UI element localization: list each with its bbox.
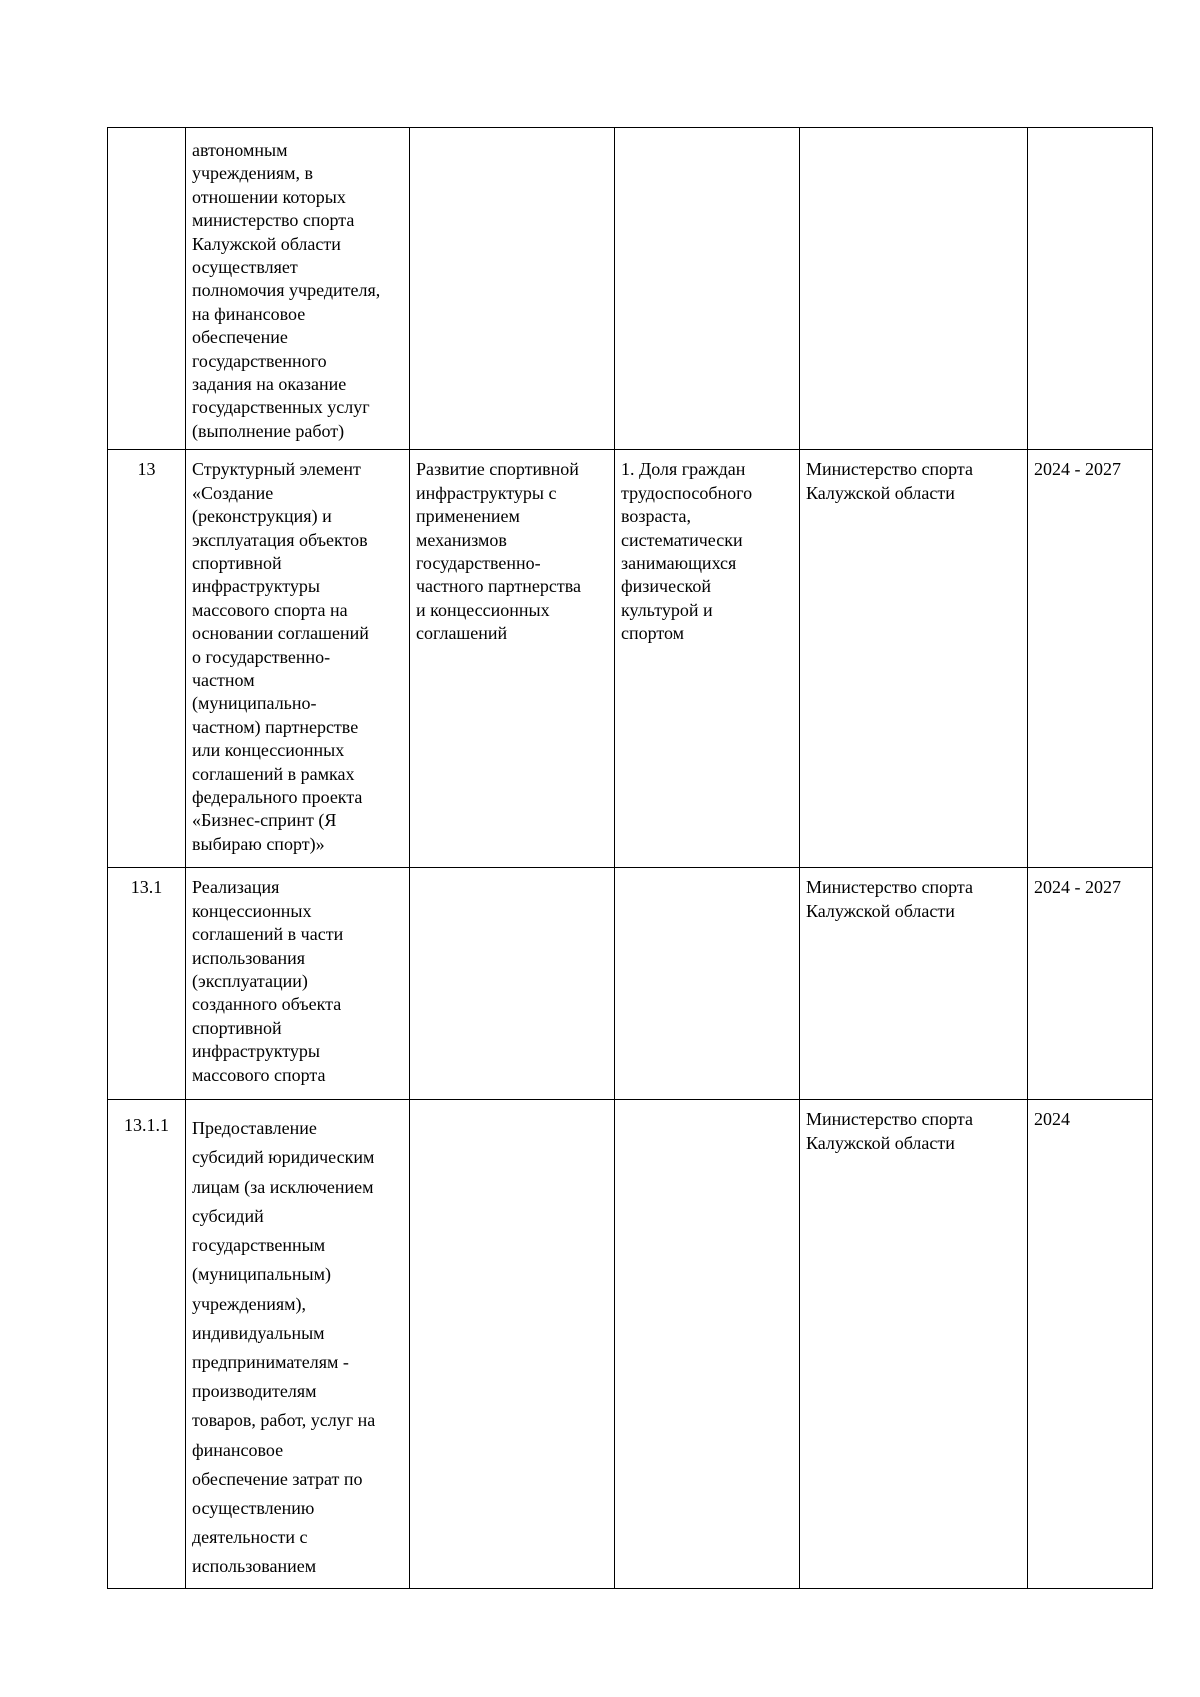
period-cell: 2024 - 2027 xyxy=(1028,450,1153,868)
executor-cell xyxy=(800,128,1028,450)
row-number-cell: 13.1.1 xyxy=(108,1100,186,1588)
period-cell: 2024 - 2027 xyxy=(1028,868,1153,1100)
row-number-cell: 13.1 xyxy=(108,868,186,1100)
measures-table xyxy=(107,127,1153,1589)
period-cell xyxy=(1028,128,1153,450)
indicator-cell xyxy=(615,128,800,450)
executor-cell: Министерство спорта Калужской области xyxy=(800,1100,1028,1588)
item-cell: Реализация концессионных соглашений в части использования (эксплуатации) созданного объекта спортивной инфраструктуры массового спорта xyxy=(186,868,410,1100)
row-number-cell xyxy=(108,128,186,450)
indicator-cell: 1. Доля граждан трудоспособного возраста, систематически занимающихся физической культурой и спортом xyxy=(615,450,800,868)
item-cell: автономным учреждениям, в отношении которых министерство спорта Калужской области осуществляет полномочия учредителя, на финансовое обеспечение государственного задания на оказание государственных услуг (выполнение работ) xyxy=(186,128,410,450)
table-row xyxy=(108,450,1153,868)
executor-cell: Министерство спорта Калужской области xyxy=(800,450,1028,868)
task-cell: Развитие спортивной инфраструктуры с применением механизмов государственно- частного партнерства и концессионных соглашений xyxy=(410,450,615,868)
table-row xyxy=(108,868,1153,1100)
executor-cell: Министерство спорта Калужской области xyxy=(800,868,1028,1100)
indicator-cell xyxy=(615,868,800,1100)
period-cell: 2024 xyxy=(1028,1100,1153,1588)
task-cell xyxy=(410,1100,615,1588)
task-cell xyxy=(410,128,615,450)
table-row xyxy=(108,1100,1153,1588)
table-row xyxy=(108,128,1153,450)
item-cell: Предоставление субсидий юридическим лицам (за исключением субсидий государственным (муниципальным) учреждениям), индивидуальным предпринимателям - производителям товаров, работ, услуг на финансовое обеспечение затрат по осуществлению деятельности с использованием xyxy=(186,1100,410,1588)
indicator-cell xyxy=(615,1100,800,1588)
item-cell: Структурный элемент «Создание (реконструкция) и эксплуатация объектов спортивной инфраструктуры массового спорта на основании соглашений о государственно- частном (муниципально- частном) партнерстве или концессионных соглашений в рамках федерального проекта «Бизнес-спринт (Я выбираю спорт)» xyxy=(186,450,410,868)
row-number-cell: 13 xyxy=(108,450,186,868)
task-cell xyxy=(410,868,615,1100)
